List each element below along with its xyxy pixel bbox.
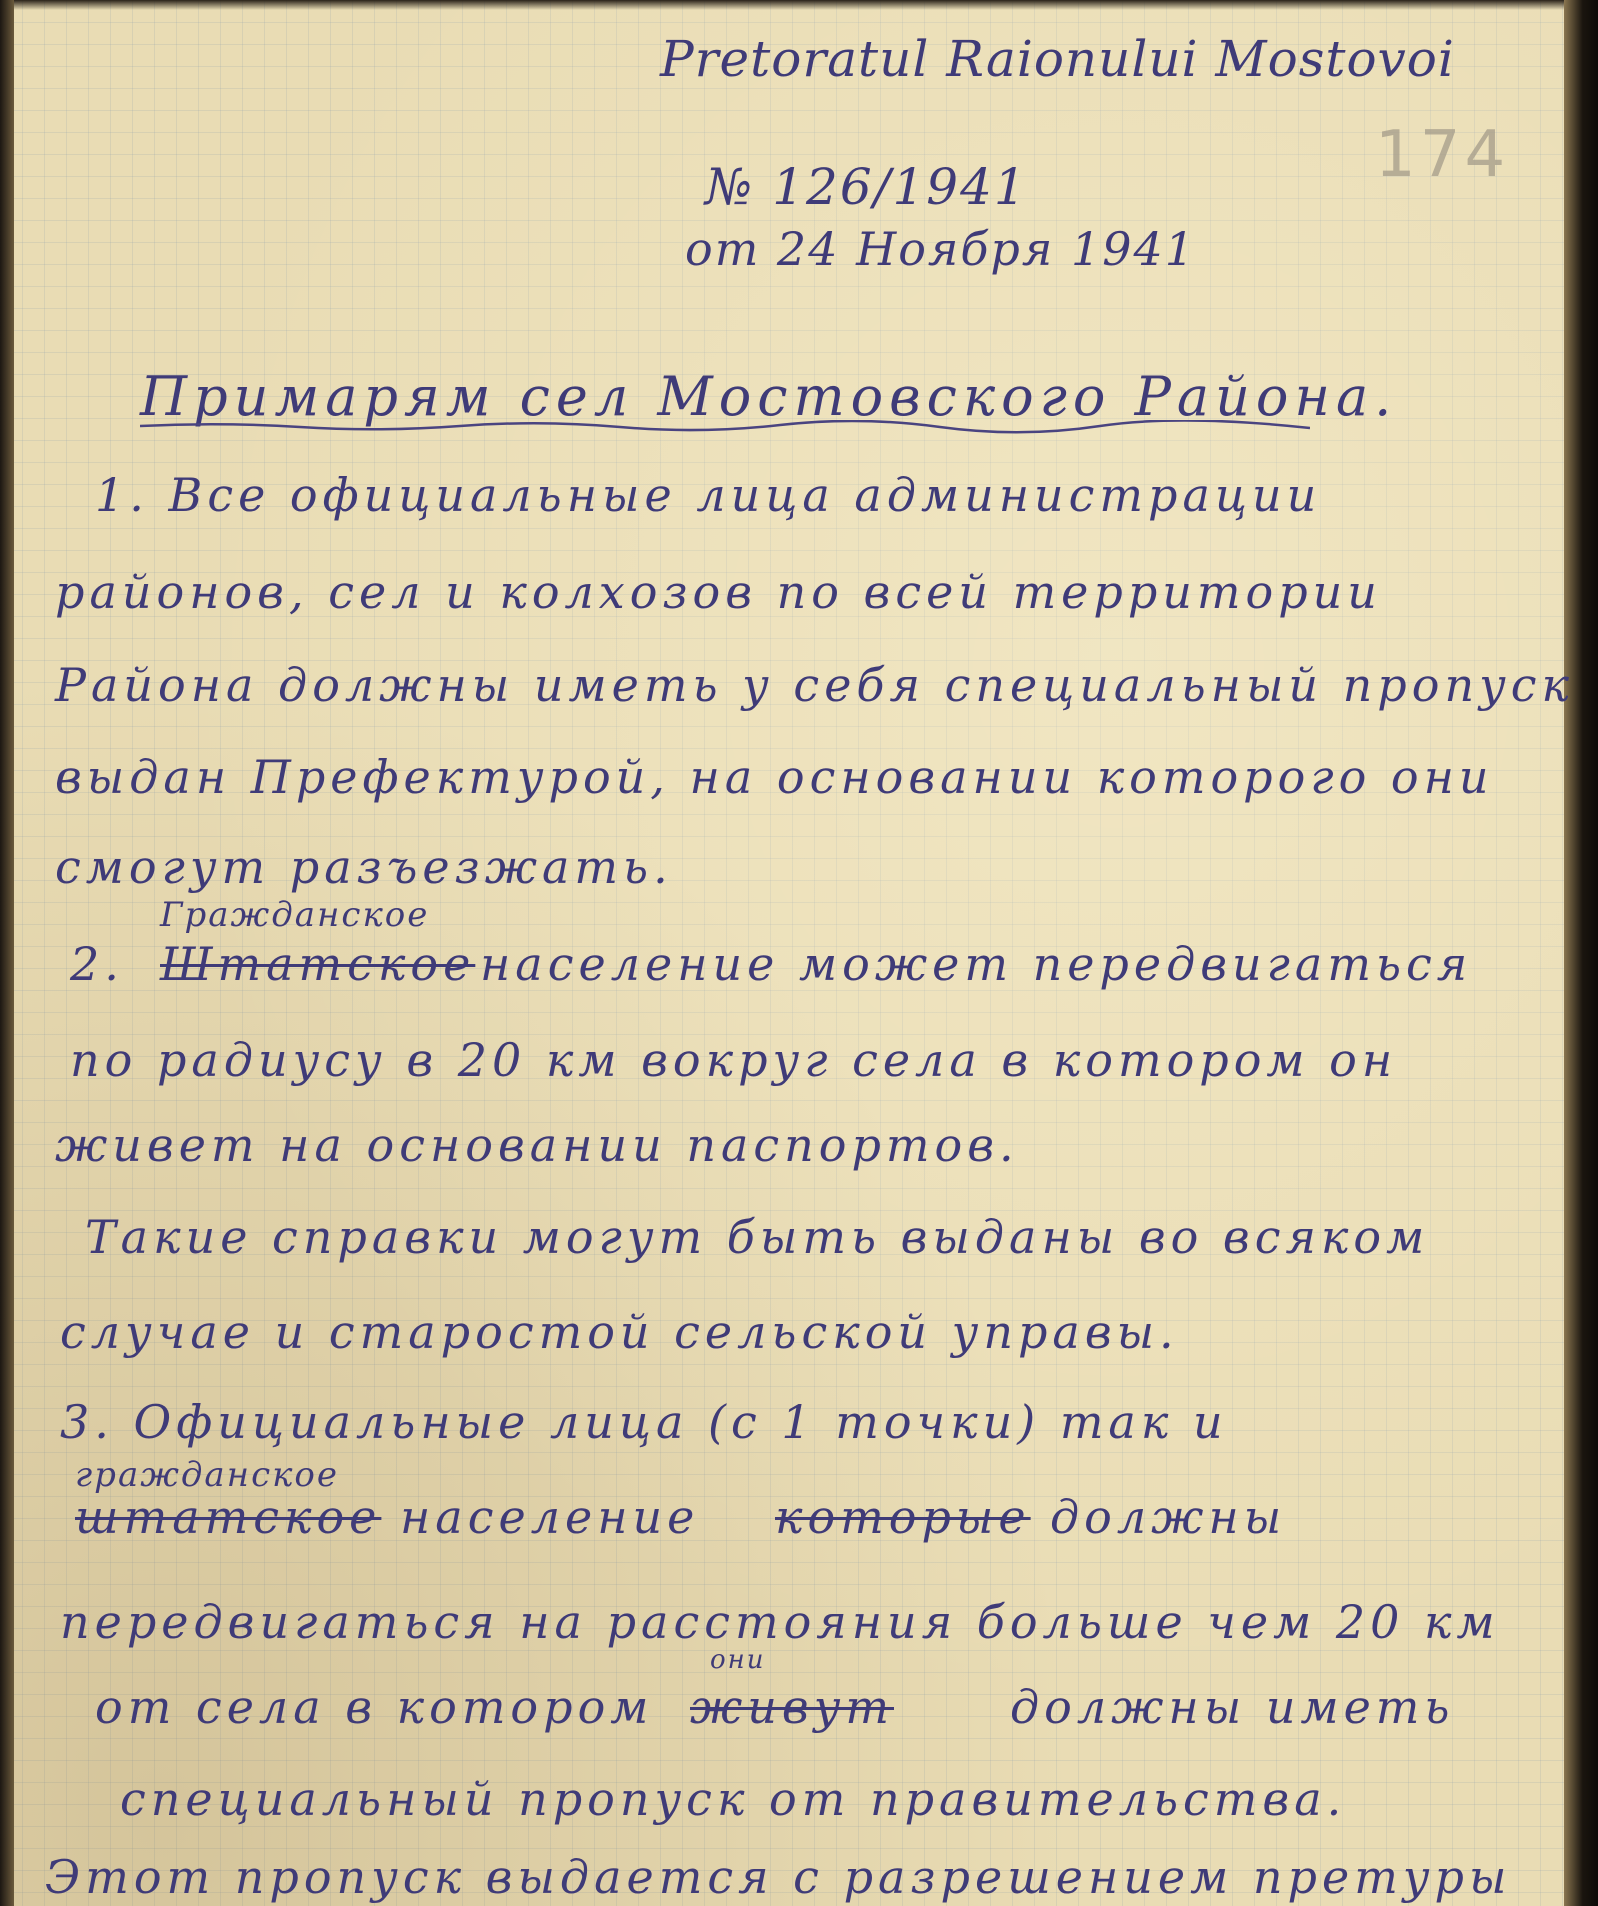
paper-left-edge xyxy=(0,0,14,1906)
p4-struck-word: штатское xyxy=(75,1490,382,1544)
salutation: Примарям сел Мостовского Района. xyxy=(140,365,1398,428)
p1-line-5: смогут разъезжать. xyxy=(55,840,673,894)
p3-line-1: Такие справки могут быть выданы во всяком xyxy=(85,1210,1430,1264)
p1-line-3: Района должны иметь у себя специальный пропуск xyxy=(55,658,1574,712)
p2-correction: Гражданское xyxy=(160,895,430,935)
p2-line-3: живет на основании паспортов. xyxy=(55,1118,1019,1172)
document-number: № 126/1941 xyxy=(705,158,1028,216)
archive-number: 174 xyxy=(1375,118,1510,192)
p4-struck-word-2: которые xyxy=(775,1490,1031,1544)
p4-correction: гражданское xyxy=(75,1455,340,1495)
p4-line-3: передвигаться на расстояния больше чем 20 км xyxy=(60,1595,1500,1649)
p4-line-1: 3. Официальные лица (с 1 точки) так и xyxy=(60,1395,1228,1449)
p4-line-4-end: должны иметь xyxy=(1010,1680,1455,1734)
header-organization: Pretoratul Raionului Mostovoi xyxy=(660,30,1455,88)
p4-line-5: специальный пропуск от правительства. xyxy=(120,1772,1347,1826)
p2-struck-word: Штатское xyxy=(160,937,476,991)
p1-line-4: выдан Префектурой, на основании которого они xyxy=(55,750,1494,804)
p1-line-2: районов, сел и колхозов по всей территории xyxy=(55,565,1382,619)
p4-line-6: Этот пропуск выдается с разрешением претуры xyxy=(45,1850,1512,1904)
paper-top-edge xyxy=(0,0,1598,10)
p4-line-4-start: от села в котором xyxy=(95,1680,654,1734)
p4-line-2-word: население xyxy=(400,1490,700,1544)
p2-line-1: население может передвигаться xyxy=(480,937,1473,991)
p1-line-1: 1. Все официальные лица администрации xyxy=(95,468,1322,522)
p2-line-2: по радиусу в 20 км вокруг села в котором он xyxy=(70,1033,1398,1087)
document-date: от 24 Ноября 1941 xyxy=(685,222,1197,276)
p4-line-4-struck: живут xyxy=(690,1680,894,1734)
p4-line-2-end: должны xyxy=(1050,1490,1287,1544)
paper-right-edge xyxy=(1564,0,1598,1906)
p4-insert-word: они xyxy=(710,1645,766,1675)
p3-line-2: случае и старостой сельской управы. xyxy=(60,1305,1179,1359)
salutation-underline xyxy=(140,420,1310,434)
p2-number: 2. xyxy=(70,937,124,991)
